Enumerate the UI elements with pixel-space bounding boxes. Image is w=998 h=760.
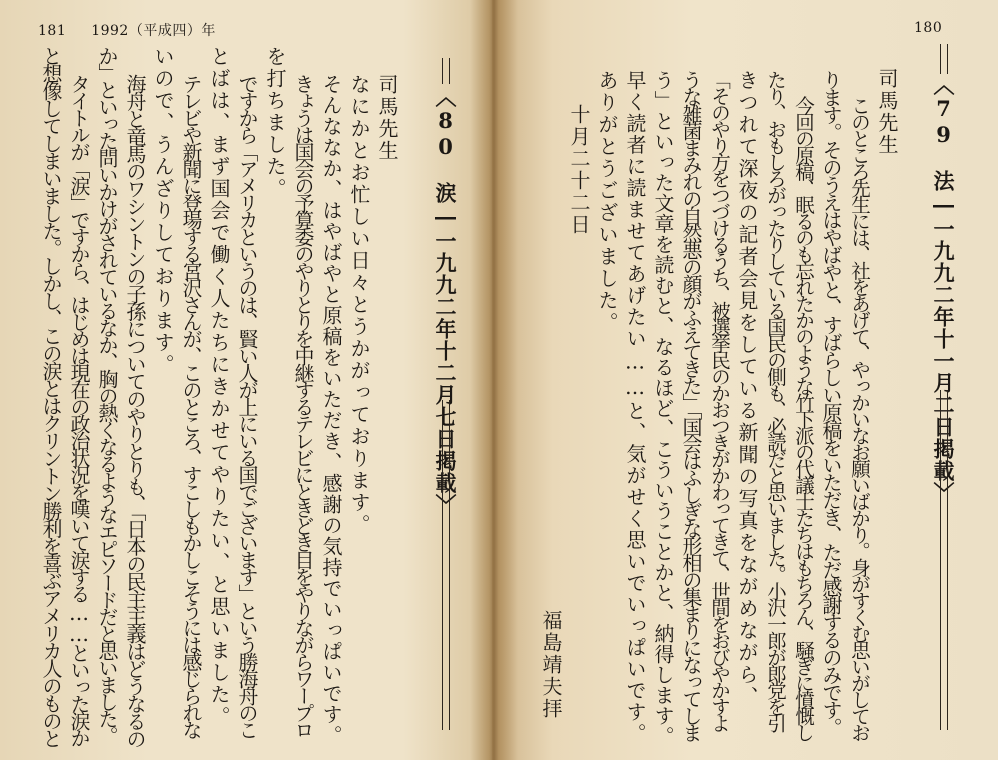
right-page-header xyxy=(914,20,942,36)
left-col-12: と想像してしまいました。しかし、この涙とはクリントン勝利を喜ぶアメリカ人のものと xyxy=(39,46,63,746)
left-col-3: きょうは国会の予算委のやりとりを中継するテレビにときどき目をやりながらワープロ xyxy=(291,74,315,737)
right-signature: 福島靖夫拝 xyxy=(539,610,563,720)
left-col-0: 司馬先生 xyxy=(375,74,399,162)
right-col-9: 早く読者に読ませてあげたい……と、気がせく思いでいっぱいです。 xyxy=(623,70,647,745)
right-col-7: うな雑菌まみれの自然悪の顔がふえてきた」「国会はふしぎな形相の集まりになってしま xyxy=(679,70,703,740)
right-col-1: このところ先生には、社をあげて、やっかいなお願いばかり。身がすくむ思いがしてお xyxy=(848,96,871,740)
left-col-11: タイトルが「涙」ですから、はじめは現在の政治状況を嘆いて涙する……といった涙か xyxy=(67,74,91,745)
book-spine xyxy=(470,0,518,760)
right-letter-title: 〈79 法―一九九二年十一月二日掲載〉 xyxy=(931,74,956,504)
left-title-rule-bottom xyxy=(442,400,450,730)
left-col-8: いので、うんざりしております。 xyxy=(151,46,175,376)
left-page-header xyxy=(38,20,216,40)
right-col-6: 「そのやり方をつづけるうち、被選挙民のかおつきがかわってきて、世間をおびやかすよ xyxy=(708,70,731,730)
right-col-8: う」といった文章を読むと、なるほど、こういうことかと、納得します。 xyxy=(651,70,675,747)
left-col-1: なにかとお忙しい日々とうかがっております。 xyxy=(347,74,371,536)
left-col-9: 海舟と竜馬のワシントンの子孫についてのやりとりも、「日本の民主主義はどうなるの xyxy=(123,74,147,747)
left-col-6: とばは、まず国会で働く人たちにきかせてやりたい、と思いました。 xyxy=(207,46,231,728)
right-page-number: 180 xyxy=(914,20,943,36)
right-col-0: 司馬先生 xyxy=(875,68,899,156)
right-col-5: きつれて深夜の記者会見をしている新聞の写真をながめながら、 xyxy=(735,70,759,708)
left-col-7: テレビや新聞に登場する宮沢さんが、このところ、すこしもかしこそうには感じられな xyxy=(179,74,203,737)
left-col-5: ですから「アメリカというのは、賢い人が上にいる国でございます」という勝海舟のこ xyxy=(235,74,259,737)
right-col-2: ります。そのうえはやばやと、すばらしい原稿をいただき、ただ感謝するのみです。 xyxy=(819,70,843,735)
left-col-10: か」といった問いかけがされているなか、胸の熱くなるようなエピソードだと思いました。 xyxy=(95,46,119,743)
right-col-11: 十月二十二日 xyxy=(567,104,591,236)
left-col-4: を打ちました。 xyxy=(263,46,287,200)
left-page-number: 181 xyxy=(38,23,67,39)
right-title-rule-top xyxy=(940,44,948,74)
right-col-10: ありがとうございました。 xyxy=(595,70,619,334)
right-col-3: 今回の原稿、眠るのも忘れたかのような竹下派の代議士たちはもちろん、騒ぎに憤慨し xyxy=(792,96,815,740)
left-col-2: そんななか、はやばやと原稿をいただき、感謝の気持でいっぱいです。 xyxy=(319,74,343,746)
right-col-4: たり、おもしろがったりしている国民の側も、必読だと思いました。小沢一郎が郎党を引 xyxy=(764,70,787,730)
left-running-title: 1992（平成四）年 xyxy=(91,23,216,39)
right-title-rule-bottom xyxy=(940,390,948,730)
left-title-rule-top xyxy=(442,58,450,84)
left-letter-title: 〈80 涙―一九九二年十二月七日掲載〉 xyxy=(433,86,458,516)
